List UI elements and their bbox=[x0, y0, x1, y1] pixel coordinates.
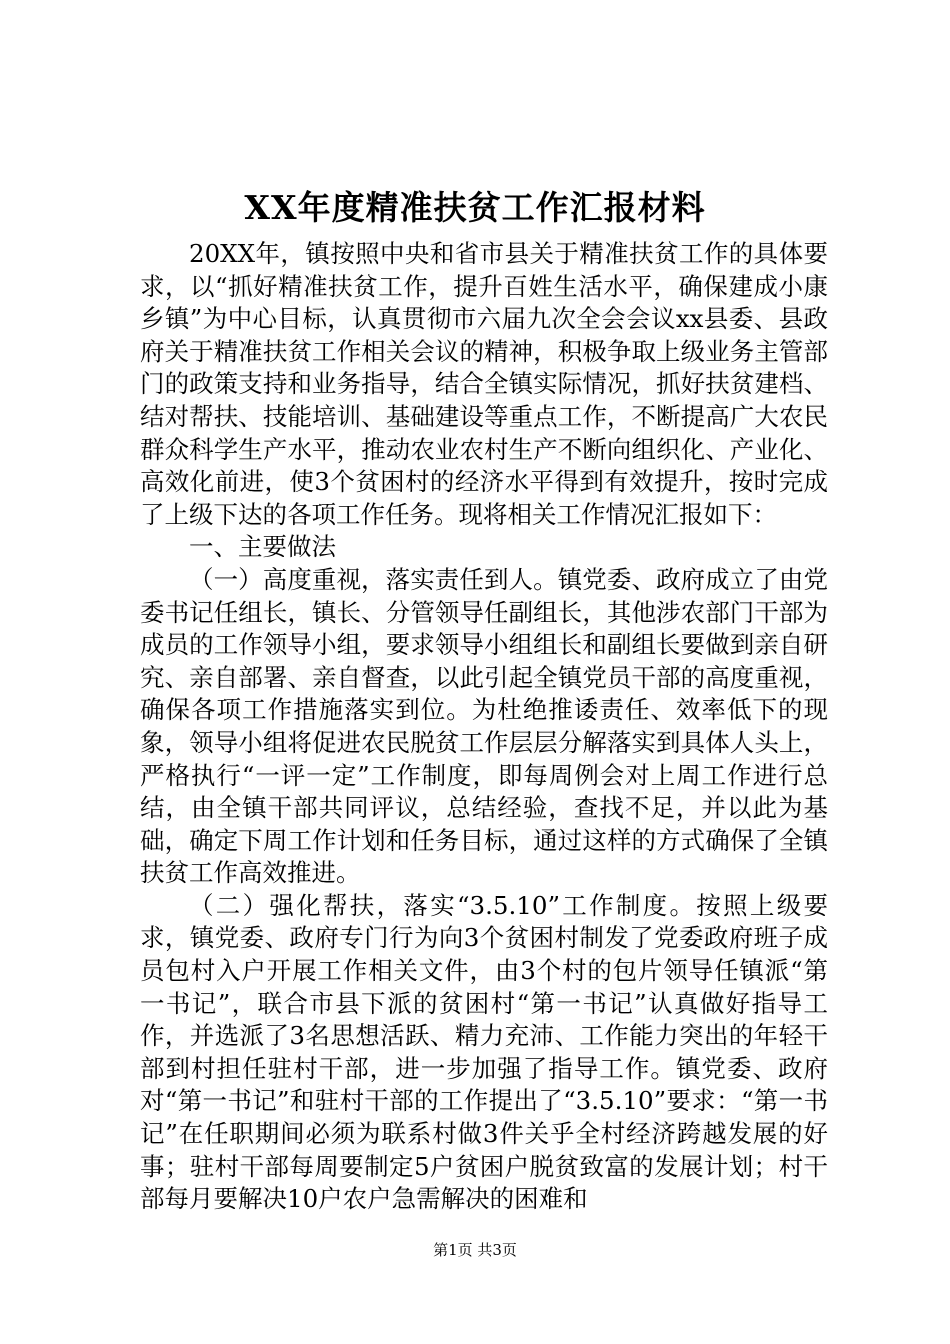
intro-paragraph: 20XX年，镇按照中央和省市县关于精准扶贫工作的具体要求，以“抓好精准扶贫工作，提升百姓生活水平，确保建成小康乡镇”为中心目标，认真贯彻市六届九次全会会议xx县委、县政府关于精准扶贫工作相关会议的精神，积极争取上级业务主管部门的政策支持和业务指导，结合全镇实际情况，抓好扶贫建档、结对帮扶、技能培训、基础建设等重点工作，不断提高广大农民群众科学生产水平，推动农业农村生产不断向组织化、产业化、高效化前进，使3个贫困村的经济水平得到有效提升，按时完成了上级下达的各项工作任务。现将相关工作情况汇报如下： bbox=[140, 239, 828, 529]
section-heading: 一、主要做法 bbox=[189, 532, 336, 562]
document-body bbox=[140, 238, 828, 1216]
document-title: XX年度精准扶贫工作汇报材料 bbox=[244, 188, 706, 227]
page-number-footer: 第1页 共3页 bbox=[433, 1241, 517, 1259]
subsection-paragraph-2: （二）强化帮扶，落实“3.5.10”工作制度。按照上级要求，镇党委、政府专门行为向3个贫困村制发了党委政府班子成员包村入户开展工作相关文件，由3个村的包片领导任镇派“第一书记”，联合市县下派的贫困村“第一书记”认真做好指导工作，并选派了3名思想活跃、精力充沛、工作能力突出的年轻干部到村担任驻村干部，进一步加强了指导工作。镇党委、政府对“第一书记”和驻村干部的工作提出了“3.5.10”要求：“第一书记”在任职期间必须为联系村做3件关乎全村经济跨越发展的好事；驻村干部每周要制定5户贫困户脱贫致富的发展计划；村干部每月要解决10户农户急需解决的困难和 bbox=[140, 890, 828, 1214]
subsection-paragraph-1: （一）高度重视，落实责任到人。镇党委、政府成立了由党委书记任组长，镇长、分管领导任副组长，其他涉农部门干部为成员的工作领导小组，要求领导小组组长和副组长要做到亲自研究、亲自部署、亲自督查，以此引起全镇党员干部的高度重视，确保各项工作措施落实到位。为杜绝推诿责任、效率低下的现象，领导小组将促进农民脱贫工作层层分解落实到具体人头上，严格执行“一评一定”工作制度，即每周例会对上周工作进行总结，由全镇干部共同评议，总结经验，查找不足，并以此为基础，确定下周工作计划和任务目标，通过这样的方式确保了全镇扶贫工作高效推进。 bbox=[140, 564, 828, 888]
